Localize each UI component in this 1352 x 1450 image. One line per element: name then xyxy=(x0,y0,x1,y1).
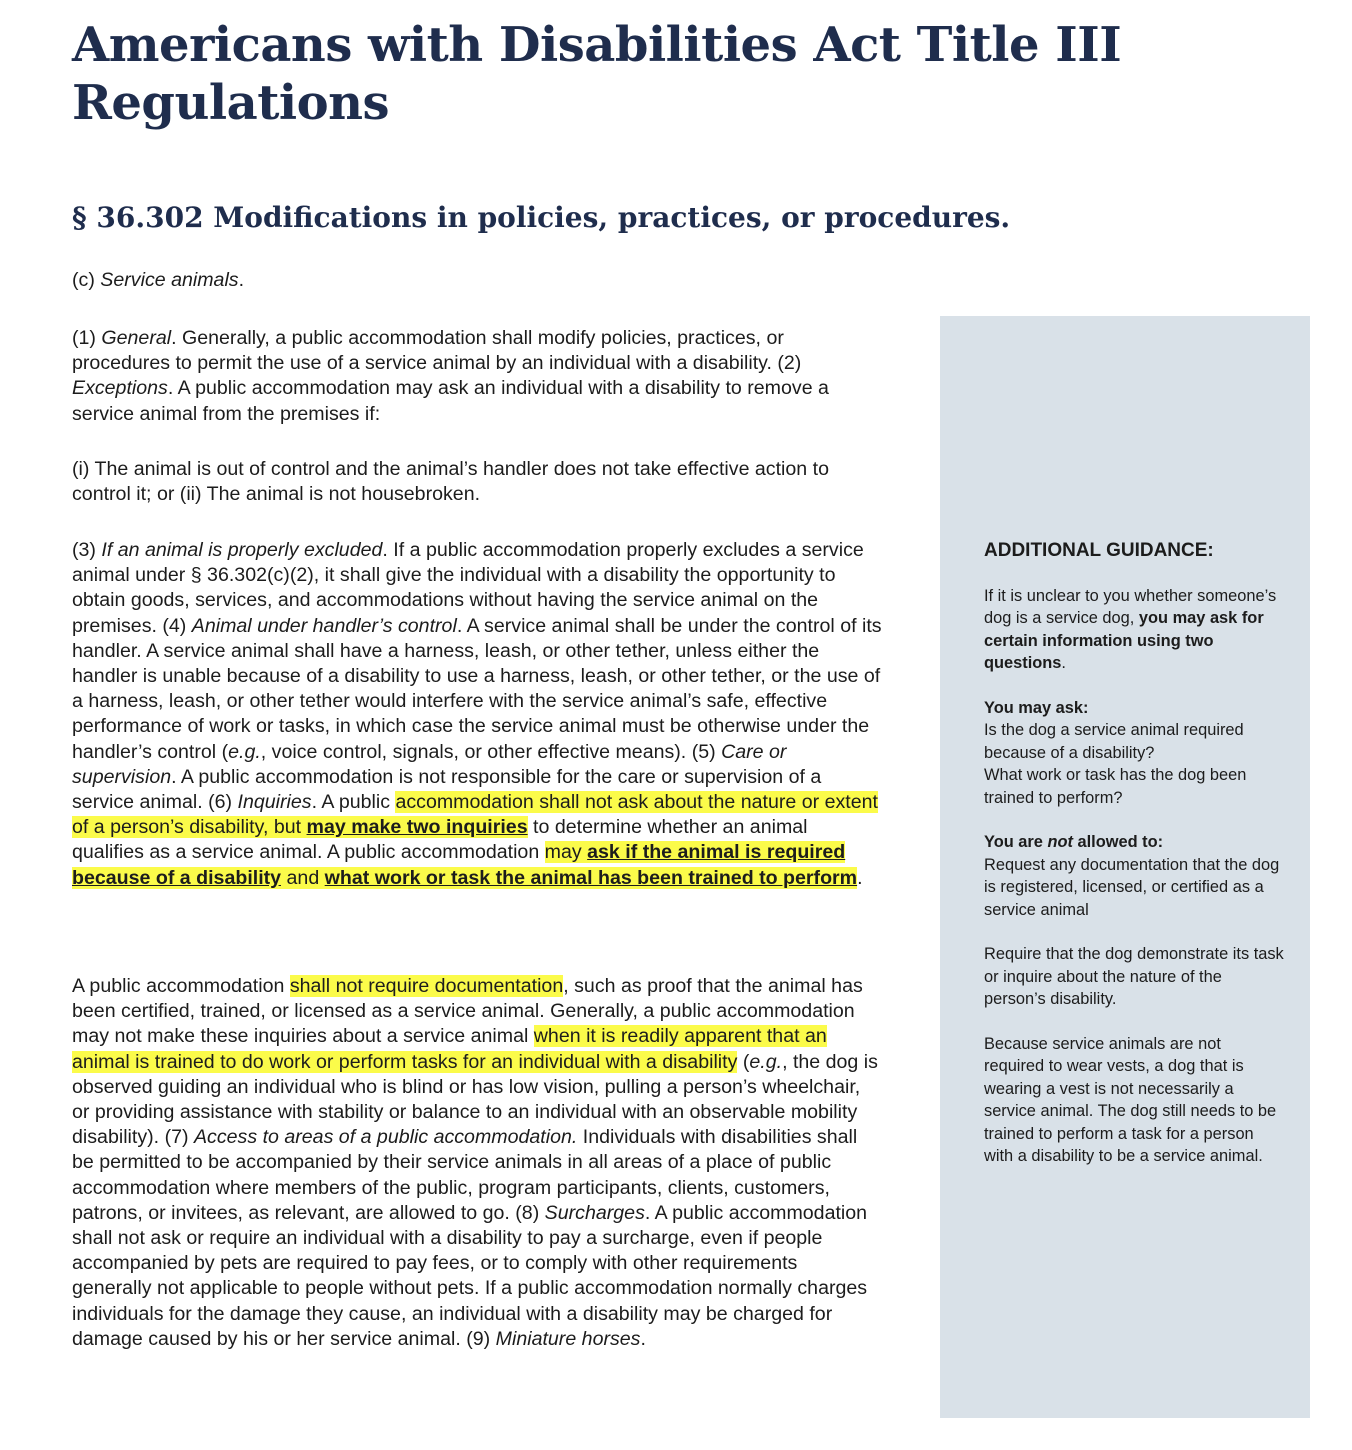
text: , such as proof that the animal has been certified, trained, or licensed as a service animal. Generally, a public accommodation may not make these inquiries about a service animal xyxy=(72,975,863,1048)
highlight: shall not require documentation xyxy=(289,975,564,997)
guidance-content xyxy=(984,540,1284,1168)
term-eg: e.g. xyxy=(749,1050,783,1073)
text: . A public accommodation may ask an individual with a disability to remove a service animal from the premises if: xyxy=(72,377,829,425)
text: . A service animal shall be under the control of its handler. A service animal shall have a harness, leash, or other tether, unless either the handler is unable because of a disability to use a harness, leash, or other tether, or the use of a harness, leash, or other tether would interfere with the service animal’s safe, effective performance of work or tasks, in which case the service animal must be otherwise under the handler’s control ( xyxy=(72,614,882,763)
term-exceptions: Exceptions xyxy=(72,377,168,400)
may-ask-label xyxy=(984,697,1284,720)
text: (7) xyxy=(159,1126,194,1149)
text: . A public accommodation shall not ask or require an individual with a disability to pay a surcharge, even if people accompanied by pets are required to pay fees, or to comply with other requirements generally not applicable to people without pets. If a public accommodation normally charges individuals for the damage they cause, an individual with a disability may be charged for damage caused by his or her service animal. (9) xyxy=(72,1201,868,1350)
text: . xyxy=(857,866,863,889)
text-bold: you may ask for certain information using two questions xyxy=(984,609,1264,672)
highlight-underlined: may make two inquiries xyxy=(306,816,528,839)
term-surcharges: Surcharges xyxy=(544,1201,645,1224)
text: . A public xyxy=(311,791,396,814)
text: (3) xyxy=(72,539,102,561)
page-title: Americans with Disabilities Act Title III Regulations xyxy=(72,17,1122,131)
subsection-title: Service animals xyxy=(100,269,239,291)
subsection-c: (c) Service animals. xyxy=(72,269,245,291)
guidance-intro xyxy=(984,585,1284,675)
paragraph-exception-conditions: (i) The animal is out of control and the animal’s handler does not take effective action to control it; or (ii) The animal is not housebroken. xyxy=(72,458,829,506)
highlight-underlined: what work or task the animal has been trained to perform xyxy=(324,866,858,889)
term-access: Access to areas of a public accommodation. xyxy=(193,1126,578,1149)
guidance-sidebar xyxy=(940,316,1310,1418)
term-inquiries: Inquiries xyxy=(237,791,312,814)
term-miniature-horses: Miniature horses xyxy=(495,1327,641,1350)
may-ask-question-1: Is the dog a service animal required because of a disability? xyxy=(984,721,1244,762)
highlight: accommodation shall not ask about the nature or extent of a person’s disability, but xyxy=(72,791,878,839)
text-emphasis: not xyxy=(1047,833,1073,851)
text: allowed to: xyxy=(1072,833,1164,851)
text: You are xyxy=(984,833,1048,851)
guidance-heading: ADDITIONAL GUIDANCE: xyxy=(984,540,1214,561)
text: . If a public accommodation properly excludes a service animal under § 36.302(c)(2), it shall give the individual with a disability the opportunity to obtain goods, services, and accommodations without having the service animal on the premises. (4) xyxy=(72,539,864,637)
text: (2) xyxy=(771,352,802,375)
highlight: when it is readily apparent that an animal is trained to do work or perform tasks for an individual with a disability xyxy=(72,1025,827,1073)
paragraph-inquiries xyxy=(72,538,882,891)
text-bold: You may ask: xyxy=(984,698,1089,717)
not-allowed-2: Require that the dog demonstrate its task or inquire about the nature of the person’s disability. xyxy=(984,945,1284,1008)
highlight: may xyxy=(544,841,588,864)
text: , the dog is observed guiding an individual who is blind or has low vision, pulling a person’s wheelchair, or providing assistance with stability or balance to an individual with an observable mobility disability). xyxy=(72,1050,878,1149)
highlight: and xyxy=(281,866,325,889)
text: . xyxy=(640,1327,646,1350)
highlight-underlined: ask if the animal is required because of a disability xyxy=(72,841,846,889)
not-allowed-1: Request any documentation that the dog is registered, licensed, or certified as a service animal xyxy=(984,855,1280,919)
text: . A public accommodation is not responsible for the care or supervision of a service animal. (6) xyxy=(72,765,822,814)
text: , voice control, signals, or other effective means). (5) xyxy=(260,740,722,763)
text: . xyxy=(1061,654,1066,672)
term-excluded: If an animal is properly excluded xyxy=(101,539,383,561)
subsection-label: (c) xyxy=(72,269,101,291)
text: . Generally, a public accommodation shall modify policies, practices, or procedures to permit the use of a service animal by an individual with a disability. xyxy=(72,327,784,375)
text: ( xyxy=(737,1050,750,1073)
text: to determine whether an animal qualifies as a service animal. A public accommodation xyxy=(72,816,808,864)
section-heading: § 36.302 Modifications in policies, practices, or procedures. xyxy=(72,201,1011,234)
paragraph-general-exceptions xyxy=(72,326,882,427)
term-handler-control: Animal under handler’s control xyxy=(191,614,457,637)
text: If it is unclear to you whether someone’s dog is a service dog, xyxy=(984,586,1277,627)
term-eg: e.g. xyxy=(228,740,261,763)
text: A public accommodation xyxy=(72,975,290,997)
term-general: General xyxy=(101,327,172,349)
paragraph-documentation-access xyxy=(72,974,882,1352)
term-care: Care or supervision xyxy=(72,740,787,788)
not-allowed-label xyxy=(984,831,1284,854)
text: (1) xyxy=(72,327,102,349)
vest-note: Because service animals are not required to wear vests, a dog that is wearing a vest is not necessarily a service animal. The dog still needs to be trained to perform a task for a person with a disability to be a service animal. xyxy=(984,1034,1277,1165)
text: Individuals with disabilities shall be permitted to be accompanied by their service animals in all areas of a place of public accommodation where members of the public, program participants, clients, customers, patrons, or invitees, as relevant, are allowed to go. (8) xyxy=(72,1126,858,1224)
may-ask-question-2: What work or task has the dog been trained to perform? xyxy=(984,766,1247,807)
